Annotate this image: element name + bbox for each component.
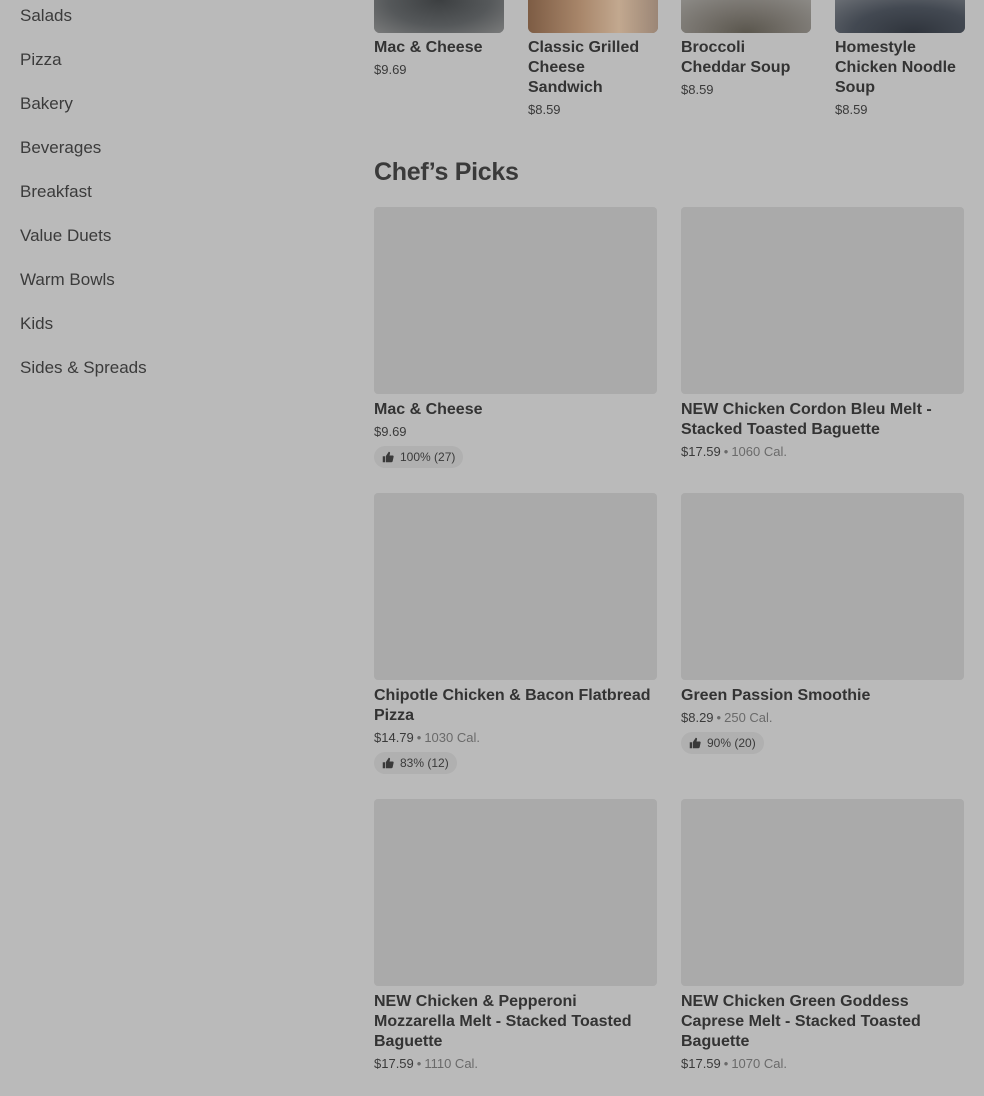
menu-item-card[interactable] xyxy=(681,493,964,754)
sidebar-item-bakery[interactable]: Bakery xyxy=(20,94,73,113)
item-image xyxy=(528,0,658,33)
item-image xyxy=(835,0,965,33)
item-name: Broccoli Cheddar Soup xyxy=(681,39,791,76)
item-meta xyxy=(374,1056,657,1072)
separator-dot: • xyxy=(723,444,729,459)
item-image xyxy=(374,0,504,33)
sidebar-item-salads[interactable]: Salads xyxy=(20,6,72,25)
item-meta xyxy=(681,444,964,460)
thumbs-up-icon xyxy=(689,737,701,749)
sidebar-item-beverages[interactable]: Beverages xyxy=(20,138,102,157)
item-name: Classic Grilled Cheese Sandwich xyxy=(528,39,640,96)
item-price: $17.59 xyxy=(681,444,721,459)
sidebar-item-value-duets[interactable]: Value Duets xyxy=(20,226,112,245)
rating-badge xyxy=(374,752,457,774)
item-name: Mac & Cheese xyxy=(374,401,483,418)
menu-item-card[interactable] xyxy=(681,207,964,460)
item-price: $9.69 xyxy=(374,62,407,77)
item-calories: 250 Cal. xyxy=(724,710,773,725)
carousel-item[interactable] xyxy=(835,0,965,117)
carousel-item[interactable] xyxy=(681,0,811,97)
menu-item-card[interactable] xyxy=(681,799,964,1072)
sidebar-item-kids[interactable]: Kids xyxy=(20,314,54,333)
sidebar-item-pizza[interactable]: Pizza xyxy=(20,50,62,69)
item-image xyxy=(681,207,964,394)
item-image xyxy=(374,207,657,394)
item-price: $9.69 xyxy=(374,424,407,439)
rating-text: 100% (27) xyxy=(400,450,456,464)
item-meta xyxy=(374,730,657,746)
rating-text: 90% (20) xyxy=(707,736,756,750)
item-calories: 1110 Cal. xyxy=(424,1056,479,1071)
item-price: $8.29 xyxy=(681,710,714,725)
carousel-item[interactable] xyxy=(374,0,504,77)
item-price: $8.59 xyxy=(528,102,561,117)
item-image xyxy=(681,799,964,986)
item-name: Homestyle Chicken Noodle Soup xyxy=(835,39,956,96)
item-name: NEW Chicken Green Goddess Caprese Melt - Stacked Toasted Baguette xyxy=(681,993,921,1050)
sidebar-item-sides-spreads[interactable]: Sides & Spreads xyxy=(20,358,147,377)
item-meta xyxy=(681,1056,964,1072)
separator-dot: • xyxy=(416,1056,422,1071)
rating-badge xyxy=(681,732,764,754)
item-image xyxy=(681,493,964,680)
menu-item-card[interactable] xyxy=(374,799,657,1072)
item-name: Mac & Cheese xyxy=(374,39,483,56)
rating-badge xyxy=(374,446,463,468)
item-image xyxy=(374,493,657,680)
menu-item-card[interactable] xyxy=(374,207,657,468)
item-price: $17.59 xyxy=(681,1056,721,1071)
item-price: $8.59 xyxy=(835,102,868,117)
sidebar-item-breakfast[interactable]: Breakfast xyxy=(20,182,92,201)
item-price: $14.79 xyxy=(374,730,414,745)
thumbs-up-icon xyxy=(382,757,394,769)
section-title: Chef’s Picks xyxy=(374,158,519,186)
item-meta xyxy=(681,710,964,726)
item-calories: 1070 Cal. xyxy=(731,1056,787,1071)
menu-item-card[interactable] xyxy=(374,493,657,774)
item-price: $17.59 xyxy=(374,1056,414,1071)
sidebar-item-warm-bowls[interactable]: Warm Bowls xyxy=(20,270,115,289)
separator-dot: • xyxy=(716,710,722,725)
separator-dot: • xyxy=(723,1056,729,1071)
item-name: NEW Chicken & Pepperoni Mozzarella Melt - Stacked Toasted Baguette xyxy=(374,993,632,1050)
item-image xyxy=(374,799,657,986)
item-name: Chipotle Chicken & Bacon Flatbread Pizza xyxy=(374,687,651,724)
item-calories: 1060 Cal. xyxy=(731,444,787,459)
carousel-item[interactable] xyxy=(528,0,658,117)
rating-text: 83% (12) xyxy=(400,756,449,770)
item-name: Green Passion Smoothie xyxy=(681,687,871,704)
item-calories: 1030 Cal. xyxy=(424,730,480,745)
separator-dot: • xyxy=(416,730,422,745)
item-meta xyxy=(374,424,657,440)
thumbs-up-icon xyxy=(382,451,394,463)
item-name: NEW Chicken Cordon Bleu Melt - Stacked Toasted Baguette xyxy=(681,401,932,438)
item-image xyxy=(681,0,811,33)
item-price: $8.59 xyxy=(681,82,714,97)
